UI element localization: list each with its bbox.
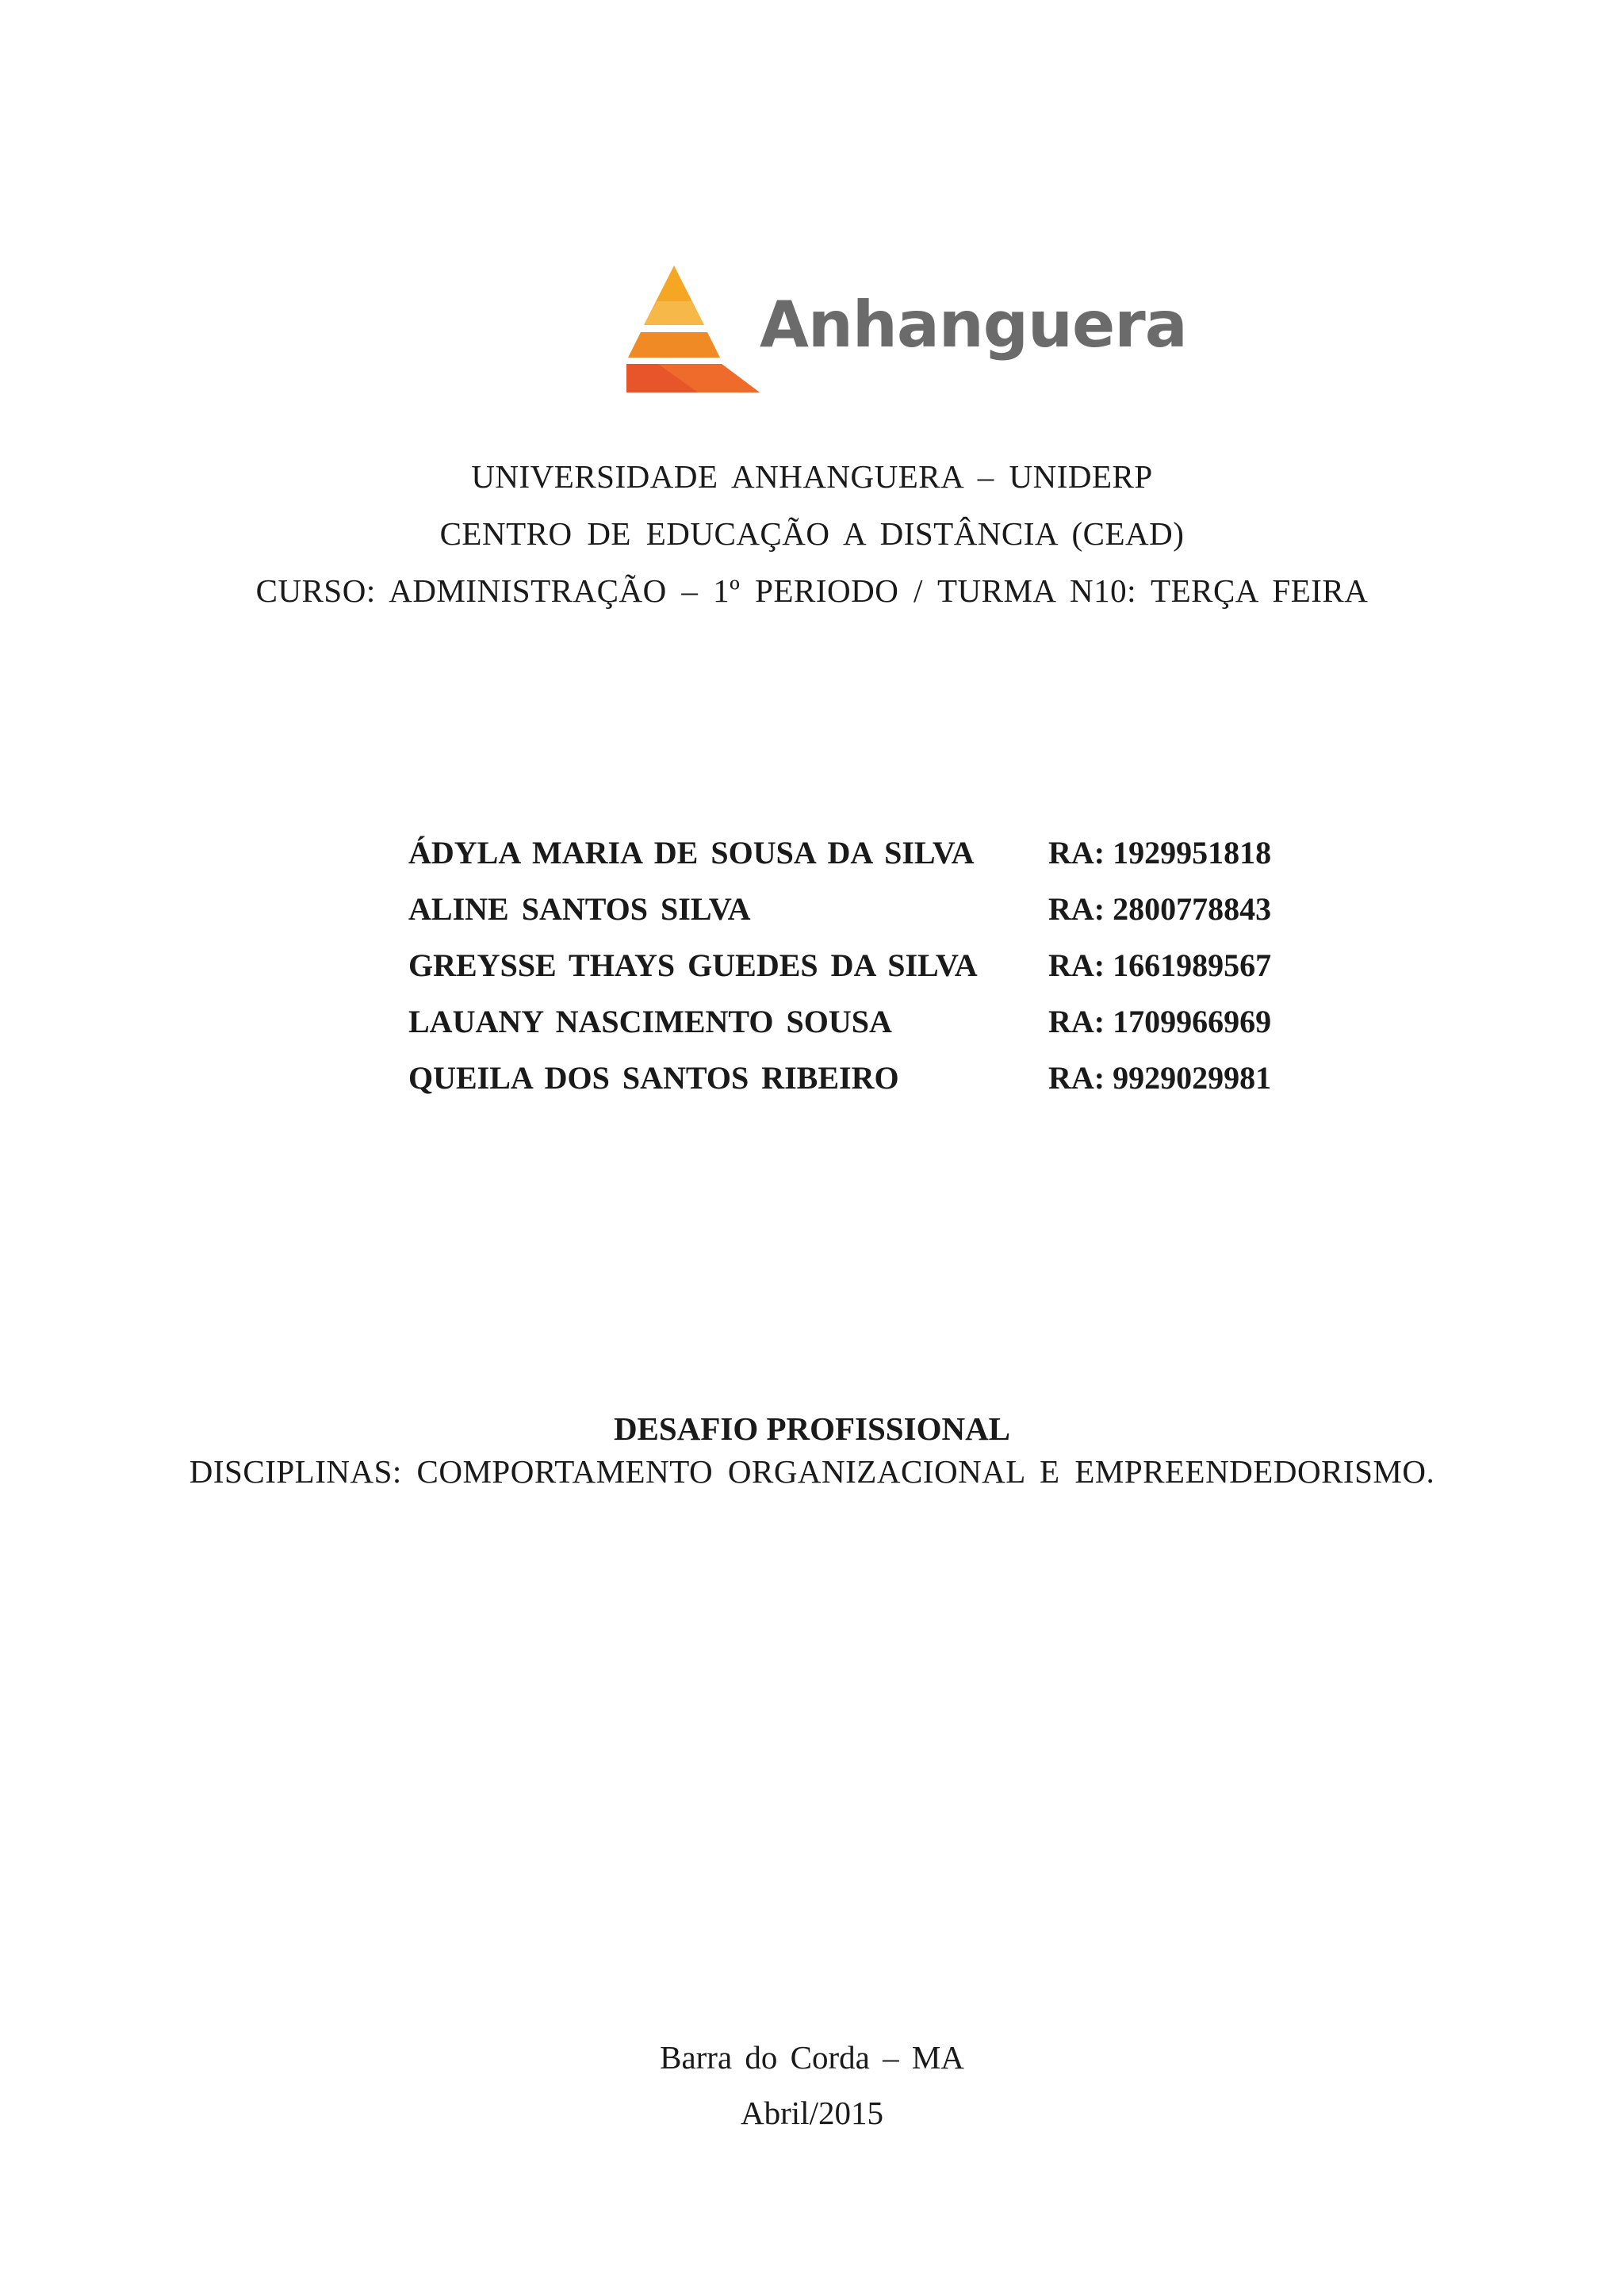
- anhanguera-logo: [626, 266, 1187, 400]
- member-name: QUEILA DOS SANTOS RIBEIRO: [408, 1060, 899, 1096]
- city-location: Barra do Corda – MA: [660, 2039, 964, 2076]
- member-name: GREYSSE THAYS GUEDES DA SILVA: [408, 947, 978, 983]
- member-ra: RA: 2800778843: [1048, 891, 1272, 927]
- member-ra: RA: 1661989567: [1048, 947, 1272, 983]
- footer: [0, 2030, 1624, 2141]
- university-name: UNIVERSIDADE ANHANGUERA – UNIDERP: [471, 458, 1153, 495]
- member-name: ÁDYLA MARIA DE SOUSA DA SILVA: [408, 835, 975, 871]
- work-subtitle: DISCIPLINAS: COMPORTAMENTO ORGANIZACIONAL E EMPREENDEDORISMO.: [189, 1453, 1435, 1490]
- center-name: CENTRO DE EDUCAÇÃO A DISTÂNCIA (CEAD): [439, 515, 1185, 552]
- member-row: [408, 1050, 1281, 1106]
- work-title: DESAFIO PROFISSIONAL: [613, 1410, 1011, 1447]
- members-list: [408, 825, 1281, 1106]
- member-ra: RA: 1709966969: [1048, 1004, 1272, 1039]
- anhanguera-triangle-icon: [626, 266, 761, 396]
- document-date: Abril/2015: [741, 2095, 883, 2131]
- course-info: CURSO: ADMINISTRAÇÃO – 1º PERIODO / TURMA N10: TERÇA FEIRA: [255, 572, 1369, 609]
- member-row: [408, 993, 1281, 1050]
- member-ra: RA: 1929951818: [1048, 835, 1272, 871]
- member-name: LAUANY NASCIMENTO SOUSA: [408, 1004, 892, 1039]
- work-title-block: [0, 1407, 1624, 1493]
- member-row: [408, 937, 1281, 993]
- member-name: ALINE SANTOS SILVA: [408, 891, 751, 927]
- logo-wordmark: Anhanguera: [760, 288, 1187, 362]
- institution-header: [0, 448, 1624, 619]
- member-ra: RA: 9929029981: [1048, 1060, 1272, 1096]
- member-row: [408, 881, 1281, 937]
- member-row: [408, 825, 1281, 881]
